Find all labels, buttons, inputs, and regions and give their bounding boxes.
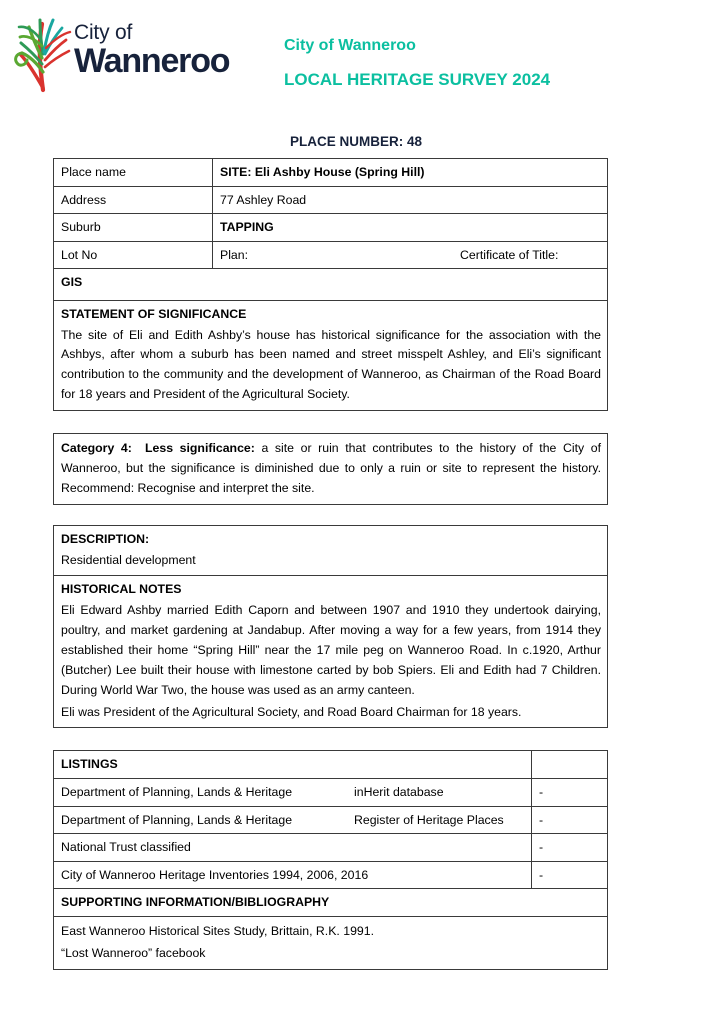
plan-label: Plan:	[220, 247, 249, 262]
description-heading: DESCRIPTION:	[61, 531, 150, 546]
city-of-wanneroo-logo	[12, 10, 252, 94]
place-number-heading: PLACE NUMBER: 48	[289, 134, 422, 149]
description-cell	[54, 525, 608, 576]
listing-value: -	[532, 834, 608, 862]
statement-of-significance-text: The site of Eli and Edith Ashby’s house has historical significance for the association with the Ashbys, after whom a suburb has been named and street misspelt Ashley, and Eli’s significant contribution to the community and the development of Wanneroo, as Chairman of the Road Board for 18 years and President of the Agricultural Society.	[61, 327, 601, 402]
table-row	[54, 917, 608, 970]
listing-authority: Department of Planning, Lands & Heritage	[61, 785, 293, 800]
bibliography-entry-1: East Wanneroo Historical Sites Study, Brittain, R.K. 1991.	[61, 924, 375, 938]
listing-value: -	[532, 806, 608, 834]
logo-line-2: Wanneroo	[74, 42, 230, 80]
historical-notes-paragraph-2: Eli was President of the Agricultural Society, and Road Board Chairman for 18 years.	[61, 704, 522, 719]
listing-register: inHerit database	[354, 785, 444, 800]
table-row	[54, 779, 608, 807]
table-row	[54, 525, 608, 576]
listings-heading: LISTINGS	[54, 751, 532, 779]
address-value: 77 Ashley Road	[213, 186, 608, 214]
description-text: Residential development	[61, 552, 196, 567]
table-row	[54, 214, 608, 242]
category-cell	[54, 434, 608, 505]
category-description: a site or ruin that contributes to the history of the City of Wanneroo, but the significance is diminished due to only a ruin or site to represent the history. Recommend: Recognise and interpret the site.	[61, 441, 602, 495]
table-row	[54, 861, 608, 889]
logo-line-1: City of	[74, 21, 133, 44]
header-organisation-title: City of Wanneroo	[284, 37, 416, 54]
listing-authority: Department of Planning, Lands & Heritage	[61, 812, 293, 827]
table-row	[54, 241, 608, 269]
bibliography-entry-2: “Lost Wanneroo” facebook	[61, 945, 206, 960]
bibliography-heading: SUPPORTING INFORMATION/BIBLIOGRAPHY	[54, 889, 608, 917]
description-history-table	[53, 525, 608, 729]
listing-row-cell	[54, 806, 532, 834]
table-row	[54, 806, 608, 834]
gis-label: GIS	[54, 269, 608, 301]
historical-notes-heading: HISTORICAL NOTES	[61, 582, 182, 597]
suburb-label: Suburb	[54, 214, 213, 242]
document-header	[0, 0, 706, 118]
certificate-of-title-label: Certificate of Title:	[460, 247, 559, 262]
category-table	[53, 433, 608, 505]
place-identity-table	[53, 158, 608, 411]
listing-value: -	[532, 779, 608, 807]
listing-register: Register of Heritage Places	[354, 812, 504, 827]
table-row	[54, 751, 608, 779]
table-row	[54, 434, 608, 505]
suburb-value: TAPPING	[213, 214, 608, 242]
address-label: Address	[54, 186, 213, 214]
listing-value: -	[532, 861, 608, 889]
listing-row-cell: National Trust classified	[54, 834, 532, 862]
table-row	[54, 889, 608, 917]
listing-row-cell	[54, 779, 532, 807]
header-survey-title: LOCAL HERITAGE SURVEY 2024	[284, 70, 551, 89]
category-name: Less significance:	[145, 441, 255, 456]
table-row	[54, 186, 608, 214]
category-label: Category 4:	[61, 441, 132, 456]
statement-of-significance-cell	[54, 300, 608, 410]
historical-notes-cell	[54, 576, 608, 728]
place-name-value: SITE: Eli Ashby House (Spring Hill)	[213, 159, 608, 187]
historical-notes-paragraph-1: Eli Edward Ashby married Edith Caporn and between 1907 and 1910 they undertook dairying, poultry, and market gardening at Jandabup. After moving a way for a few years, from 1914 they established their home “Spring Hill” near the 17 mile peg on Wanneroo Road. In c.1920, Arthur (Butcher) Lee built their house with limestone carted by bob Spiers. Eli and Edith had 7 Children. During World War Two, the house was used as an army canteen.	[61, 603, 601, 697]
table-row	[54, 269, 608, 301]
bibliography-cell	[54, 917, 608, 970]
logo-wordmark	[74, 22, 229, 78]
table-row	[54, 159, 608, 187]
table-row	[54, 576, 608, 728]
lot-no-label: Lot No	[54, 241, 213, 269]
listings-heading-value	[532, 751, 608, 779]
table-row	[54, 834, 608, 862]
lot-details-cell	[213, 241, 608, 269]
table-row	[54, 300, 608, 410]
listing-row-cell: City of Wanneroo Heritage Inventories 1994, 2006, 2016	[54, 861, 532, 889]
statement-of-significance-heading: STATEMENT OF SIGNIFICANCE	[61, 306, 247, 321]
place-name-label: Place name	[54, 159, 213, 187]
listings-table	[53, 750, 608, 969]
header-title-block	[284, 36, 550, 90]
category-text-paragraph	[61, 439, 601, 499]
